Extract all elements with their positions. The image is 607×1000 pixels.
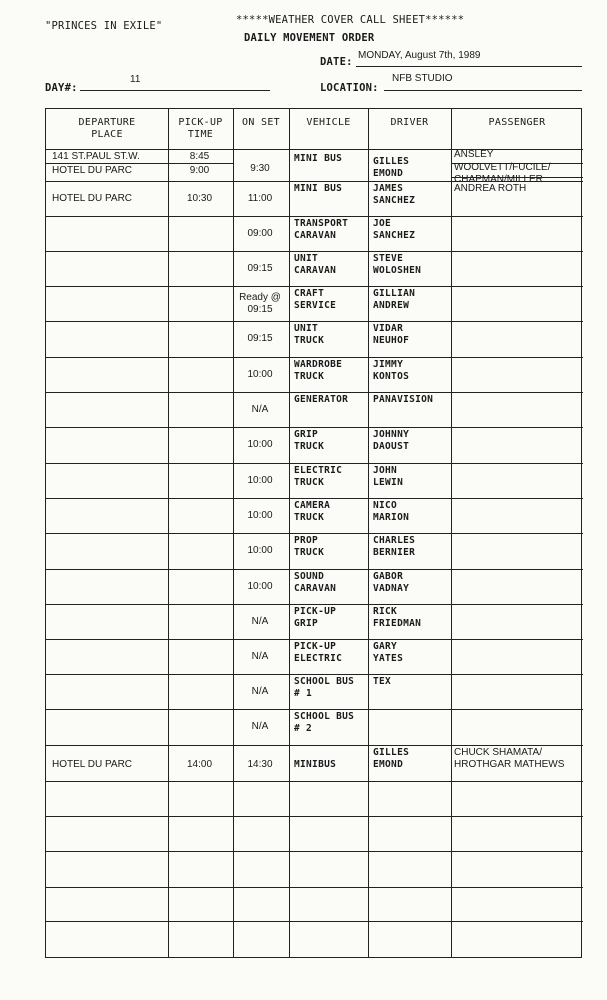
- date-underline: [356, 66, 582, 67]
- cell-vehicle: CRAFT SERVICE: [294, 288, 337, 311]
- cell-vehicle: SCHOOL BUS # 2: [294, 711, 355, 734]
- date-label: DATE:: [320, 56, 353, 68]
- cell-passenger: ANSLEY: [454, 149, 494, 160]
- cell-driver: JIMMY KONTOS: [373, 359, 410, 382]
- cell-driver: RICK FRIEDMAN: [373, 606, 422, 629]
- cell-onset: N/A: [251, 650, 269, 662]
- cell-vehicle: PICK-UP GRIP: [294, 606, 337, 629]
- cell-onset: 10:00: [247, 368, 273, 380]
- cell-onset: 09:00: [247, 227, 273, 239]
- cell-departure: HOTEL DU PARC: [52, 759, 133, 770]
- cell-onset: 10:00: [247, 509, 273, 521]
- row-divider: [46, 851, 583, 852]
- cell-vehicle: MINI BUS: [294, 183, 343, 194]
- cell-departure: HOTEL DU PARC: [52, 165, 133, 176]
- cell-onset: 10:00: [247, 474, 273, 486]
- cell-vehicle: ELECTRIC TRUCK: [294, 465, 343, 488]
- cell-driver: GILLIAN ANDREW: [373, 288, 416, 311]
- row-divider: [46, 427, 583, 428]
- row-divider: [46, 286, 583, 287]
- cell-departure: 141 ST.PAUL ST.W.: [52, 151, 140, 162]
- row-divider: [46, 781, 583, 782]
- cell-passenger: CHUCK SHAMATA/ HROTHGAR MATHEWS: [454, 747, 565, 770]
- cell-onset: N/A: [251, 403, 269, 415]
- row-divider: [46, 921, 583, 922]
- cell-driver: TEX: [373, 676, 392, 687]
- row-divider: [46, 604, 583, 605]
- header-passenger: PASSENGER: [488, 117, 546, 128]
- cell-driver: PANAVISION: [373, 394, 434, 405]
- cell-vehicle: WARDROBE TRUCK: [294, 359, 343, 382]
- row-divider: [46, 674, 583, 675]
- cell-driver: CHARLES BERNIER: [373, 535, 416, 558]
- header-vehicle: VEHICLE: [306, 117, 351, 128]
- row-divider: [46, 463, 583, 464]
- row-divider: [46, 498, 583, 499]
- row-divider: [46, 251, 583, 252]
- cell-vehicle: PROP TRUCK: [294, 535, 325, 558]
- cell-driver: GABOR VADNAY: [373, 571, 410, 594]
- row-divider: [46, 745, 583, 746]
- production-title: "PRINCES IN EXILE": [45, 20, 163, 32]
- cell-vehicle: UNIT CARAVAN: [294, 253, 337, 276]
- row-divider: [46, 163, 233, 164]
- movement-table: [45, 108, 582, 958]
- header-departure-place: DEPARTURE PLACE: [78, 117, 136, 140]
- cell-onset: N/A: [251, 721, 269, 732]
- date-value: MONDAY, August 7th, 1989: [358, 50, 481, 61]
- day-value: 11: [130, 74, 141, 85]
- cell-vehicle: SOUND CARAVAN: [294, 571, 337, 594]
- cell-vehicle: PICK-UP ELECTRIC: [294, 641, 343, 664]
- cell-pickup: 9:00: [189, 165, 210, 176]
- cell-passenger: ANDREA ROTH: [454, 183, 527, 194]
- cell-vehicle: UNIT TRUCK: [294, 323, 325, 346]
- location-label: LOCATION:: [320, 82, 379, 94]
- cell-driver: GILLES EMOND: [373, 747, 410, 770]
- cell-onset: 09:15: [247, 333, 273, 344]
- cell-onset: 10:00: [247, 580, 273, 592]
- row-divider: [46, 321, 583, 322]
- row-divider: [46, 709, 583, 710]
- cell-pickup: 10:30: [186, 192, 213, 204]
- cell-onset: 10:00: [247, 545, 273, 556]
- row-divider: [46, 533, 583, 534]
- cell-onset: 09:15: [247, 262, 273, 274]
- cell-pickup: 8:45: [189, 151, 210, 162]
- cell-vehicle: GENERATOR: [294, 394, 349, 405]
- location-value: NFB STUDIO: [392, 73, 453, 84]
- row-divider: [46, 216, 583, 217]
- cell-driver: JOHNNY DAOUST: [373, 429, 410, 452]
- cell-onset: 14:30: [247, 759, 273, 770]
- sheet-title: *****WEATHER COVER CALL SHEET******: [236, 14, 465, 26]
- cell-vehicle: GRIP TRUCK: [294, 429, 325, 452]
- cell-vehicle: TRANSPORT CARAVAN: [294, 218, 349, 241]
- row-divider: [46, 569, 583, 570]
- cell-onset: N/A: [251, 685, 269, 697]
- cell-pickup: 14:00: [186, 759, 213, 770]
- row-divider: [46, 392, 583, 393]
- cell-onset: 9:30: [250, 163, 270, 174]
- cell-vehicle: MINI BUS: [294, 153, 343, 164]
- row-divider: [46, 816, 583, 817]
- row-divider: [46, 357, 583, 358]
- header-driver: DRIVER: [390, 117, 429, 128]
- cell-driver: GARY YATES: [373, 641, 404, 664]
- day-label: DAY#:: [45, 82, 78, 94]
- cell-driver: JOE SANCHEZ: [373, 218, 416, 241]
- cell-onset: 10:00: [247, 439, 273, 450]
- row-divider: [46, 887, 583, 888]
- cell-driver: JAMES SANCHEZ: [373, 183, 416, 206]
- header-on-set: ON SET: [242, 117, 280, 128]
- cell-driver: STEVE WOLOSHEN: [373, 253, 422, 276]
- header-pickup-time: PICK-UP TIME: [178, 117, 223, 140]
- cell-driver: GILLES EMOND: [373, 156, 410, 179]
- cell-driver: NICO MARION: [373, 500, 410, 523]
- cell-driver: VIDAR NEUHOF: [373, 323, 410, 346]
- cell-departure: HOTEL DU PARC: [52, 192, 133, 204]
- cell-vehicle: CAMERA TRUCK: [294, 500, 331, 523]
- cell-onset: Ready @ 09:15: [239, 291, 281, 315]
- cell-driver: JOHN LEWIN: [373, 465, 404, 488]
- cell-vehicle: SCHOOL BUS # 1: [294, 676, 355, 699]
- cell-onset: 11:00: [247, 192, 273, 204]
- location-underline: [384, 90, 582, 91]
- cell-vehicle: MINIBUS: [294, 759, 337, 770]
- cell-passenger: WOOLVETT/FUCILE/ CHAPMAN/MILLER: [454, 162, 551, 185]
- day-underline: [80, 90, 270, 91]
- row-divider: [46, 639, 583, 640]
- cell-onset: N/A: [251, 615, 269, 627]
- sheet-subtitle: DAILY MOVEMENT ORDER: [244, 32, 375, 44]
